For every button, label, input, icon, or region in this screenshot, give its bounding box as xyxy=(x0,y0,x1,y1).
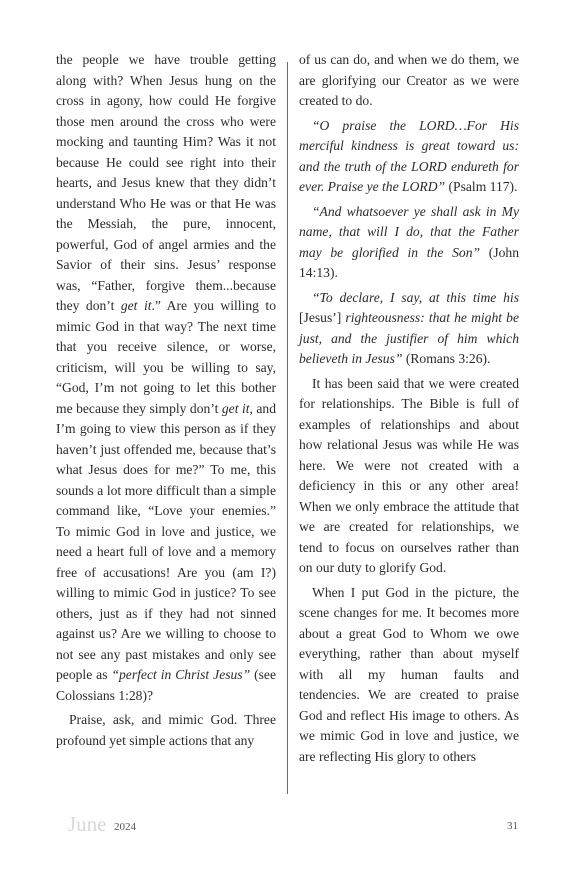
paragraph xyxy=(299,583,519,768)
right-text-column xyxy=(299,50,519,767)
text-run: [Jesus’] xyxy=(299,310,346,325)
footer-month: June xyxy=(68,812,107,836)
italic-text: “And whatsoever ye shall ask in My name, that will I do, that the Father may be glorified in the Son” xyxy=(299,203,519,260)
italic-text: get it xyxy=(120,298,152,313)
text-run: (John 14:13). xyxy=(299,244,519,280)
footer-year: 2024 xyxy=(114,821,136,833)
text-run: When I put God in the picture, the scene changes for me. It becomes more about a great God to Whom we owe everything, rather than about myself with all my human faults and tendencies. We are created to praise God and reflect His image to others. As we mimic God in love and justice, we are reflecting His glory to others xyxy=(299,584,519,764)
page-footer xyxy=(0,812,575,842)
text-run: and I’m going to view this person as if they haven’t just offended me, because that’s what Jesus does for me?” To me, this sounds a lot more difficult than a simple command like, “Love your enemies.” To mimic God in love and justice, we need a heart full of love and a memory free of accusations! Are you (am I?) willing to mimic God in justice? To see others, just as if they had not sinned against us? Are we willing to choose to not see any past mistakes and only see people as xyxy=(56,400,277,682)
text-run: (Romans 3:26). xyxy=(402,351,491,366)
paragraph xyxy=(56,50,276,706)
paragraph xyxy=(299,116,519,198)
paragraph xyxy=(56,710,276,751)
italic-text: “perfect in Christ Jesus” xyxy=(111,667,251,682)
paragraph xyxy=(299,202,519,284)
paragraph xyxy=(299,288,519,370)
text-run: the people we have trouble getting along with? When Jesus hung on the cross in agony, how could He forgive those men around the cross who were mocking and taunting Him? Was it not because He could see right into their hearts, and Jesus knew that they didn’t understand Who He was or that He was the Messiah, the pure, innocent, powerful, God of angel armies and the Savior of their sins. Jesus’ response was, “Father, forgive them...because they don’t xyxy=(56,52,276,313)
column-divider xyxy=(287,62,288,794)
left-text-column xyxy=(56,50,276,751)
paragraph xyxy=(299,374,519,579)
italic-text: “To declare, I say, at this time his xyxy=(312,289,519,305)
italic-text: “O praise the LORD…For His merciful kindness is great toward us: and the truth of the LORD endureth for ever. Praise ye the LORD” xyxy=(299,117,519,194)
text-run: (Psalm 117). xyxy=(445,179,518,194)
text-run: Praise, ask, and mimic God. Three profound yet simple actions that any xyxy=(56,712,276,748)
page-number: 31 xyxy=(507,820,518,832)
text-run: .” Are you willing to mimic God in that way? The next time that you receive silence, or worse, criticism, will you be willing to say, “God, I’m not going to let this bother me because they simply don’t xyxy=(56,298,277,416)
italic-text: get it, xyxy=(221,400,253,416)
text-run: It has been said that we were created for relationships. The Bible is full of examples of relationships and about how relational Jesus was while He was here. We were not created with a deficiency in this or any other area! When we only embrace the attitude that we are created for relationships, we tend to focus on ourselves rather than on our duty to glorify God. xyxy=(299,375,519,575)
italic-text: righteousness: that he might be just, and the justifier of him which believeth in Jesus” xyxy=(299,310,519,366)
text-run: (see Colossians 1:28)? xyxy=(56,667,276,703)
paragraph xyxy=(299,50,519,112)
text-run: of us can do, and when we do them, we are glorifying our Creator as we were created to do. xyxy=(299,52,519,108)
